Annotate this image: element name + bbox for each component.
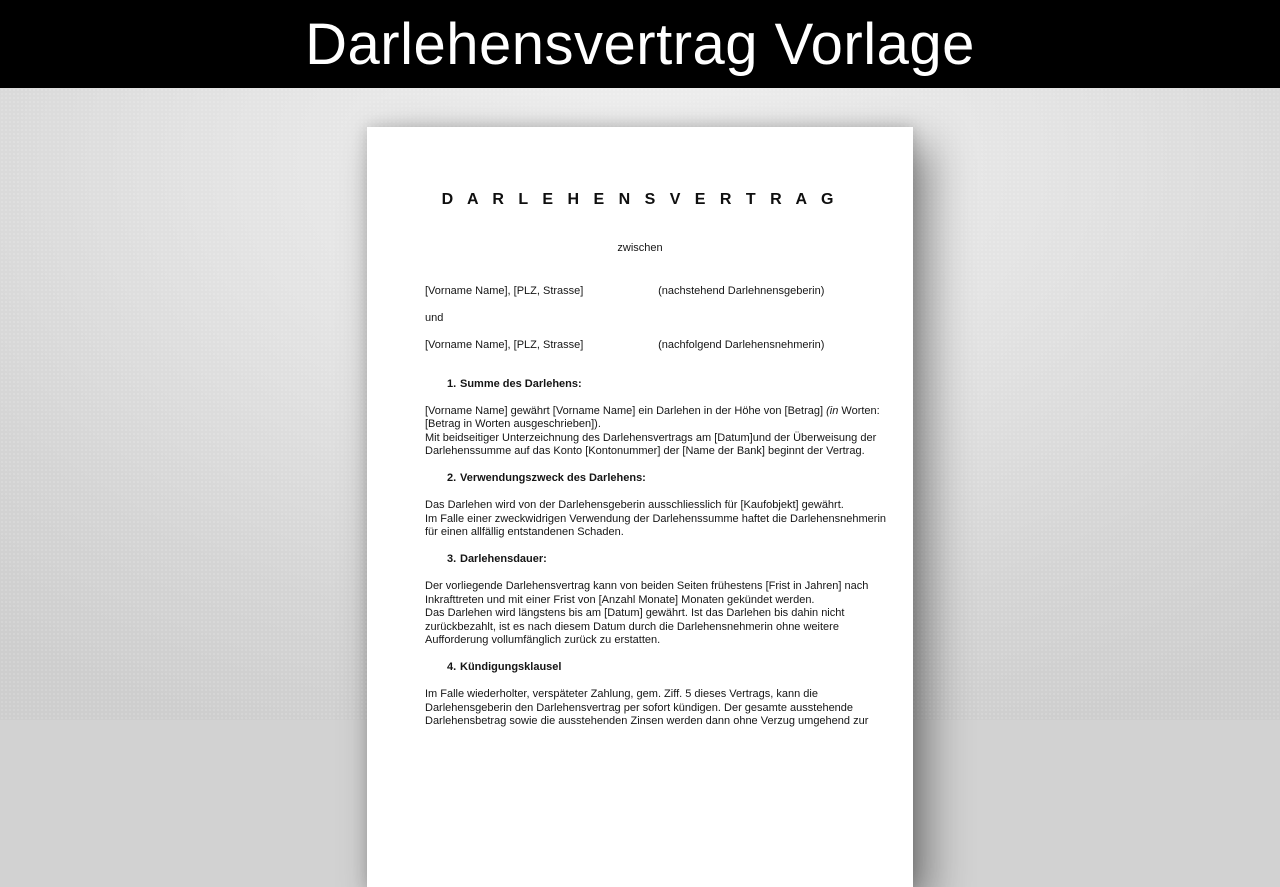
title-banner	[0, 0, 1280, 88]
document-page	[367, 127, 913, 887]
paragraph-line: Mit beidseitiger Unterzeichnung des Darlehensvertrags am [Datum]und der Überweisung der	[425, 431, 877, 444]
section-heading	[425, 553, 855, 567]
contract-section	[425, 472, 887, 540]
paragraph-line: [Vorname Name] gewährt [Vorname Name] ein Darlehen in der Höhe von [Betrag] (in Worten:	[425, 404, 880, 417]
contract-sections	[425, 377, 887, 729]
paragraph-line: Das Darlehen wird längstens bis am [Datum] gewährt. Ist das Darlehen bis dahin nicht	[425, 607, 845, 619]
contract-section	[425, 377, 880, 459]
section-heading-label: Darlehensdauer:	[460, 553, 547, 565]
section-number: 1.	[447, 377, 457, 390]
banner-title: Darlehensvertrag Vorlage	[305, 11, 975, 77]
paragraph-line: Der vorliegende Darlehensvertrag kann von beiden Seiten frühestens [Frist in Jahren] nach	[425, 580, 869, 592]
party-row-borrower	[425, 339, 855, 353]
paragraph-line: für einen allfällig entstandenen Schaden.	[425, 526, 624, 538]
section-heading-label: Kündigungsklausel	[460, 661, 562, 673]
section-paragraph	[425, 688, 869, 729]
party-name: [Vorname Name], [PLZ, Strasse]	[425, 284, 584, 297]
paragraph-line: zurückbezahlt, ist es nach diesem Datum durch die Darlehensnehmerin ohne weitere	[425, 620, 839, 633]
section-heading	[425, 378, 855, 392]
party-role: (nachstehend Darlehnensgeberin)	[658, 284, 825, 297]
party-role: (nachfolgend Darlehensnehmerin)	[658, 338, 825, 351]
document-stage	[0, 88, 1280, 727]
paragraph-line: Darlehenssumme auf das Konto [Kontonummer] der [Name der Bank] beginnt der Vertrag.	[425, 445, 865, 457]
section-paragraph	[425, 404, 880, 459]
section-paragraph	[425, 499, 887, 540]
paragraph-line: Das Darlehen wird von der Darlehensgeberin ausschliesslich für [Kaufobjekt] gewährt.	[425, 499, 844, 511]
paragraph-line: Darlehensgeberin den Darlehensvertrag per sofort kündigen. Der gesamte ausstehende	[425, 701, 854, 714]
paragraph-line: [Betrag in Worten ausgeschrieben]).	[425, 418, 601, 430]
paragraph-line: Aufforderung vollumfänglich zurück zu erstatten.	[425, 634, 661, 646]
section-heading	[425, 472, 855, 486]
section-heading-label: Summe des Darlehens:	[460, 377, 582, 390]
section-number: 2.	[447, 472, 457, 484]
paragraph-line: Im Falle wiederholter, verspäteter Zahlung, gem. Ziff. 5 dieses Vertrags, kann die	[425, 688, 818, 700]
and-label: und	[425, 311, 444, 324]
section-number: 4.	[447, 661, 457, 673]
party-name: [Vorname Name], [PLZ, Strasse]	[425, 338, 584, 351]
section-paragraph	[425, 580, 869, 648]
section-heading-label: Verwendungszweck des Darlehens:	[460, 472, 646, 484]
between-label: zwischen	[617, 242, 663, 254]
section-number: 3.	[447, 553, 457, 565]
document-title: D A R L E H E N S V E R T R A G	[441, 191, 839, 208]
paragraph-line: Inkrafttreten und mit einer Frist von [Anzahl Monate] Monaten gekündet werden.	[425, 593, 815, 606]
paragraph-line: Im Falle einer zweckwidrigen Verwendung der Darlehenssumme haftet die Darlehensnehmerin	[425, 512, 887, 525]
contract-section	[425, 661, 869, 729]
paragraph-line: Darlehensbetrag sowie die ausstehenden Zinsen werden dann ohne Verzug umgehend zur	[425, 715, 869, 727]
party-row-lender	[425, 285, 855, 299]
section-heading	[425, 661, 855, 675]
contract-section	[425, 553, 869, 648]
